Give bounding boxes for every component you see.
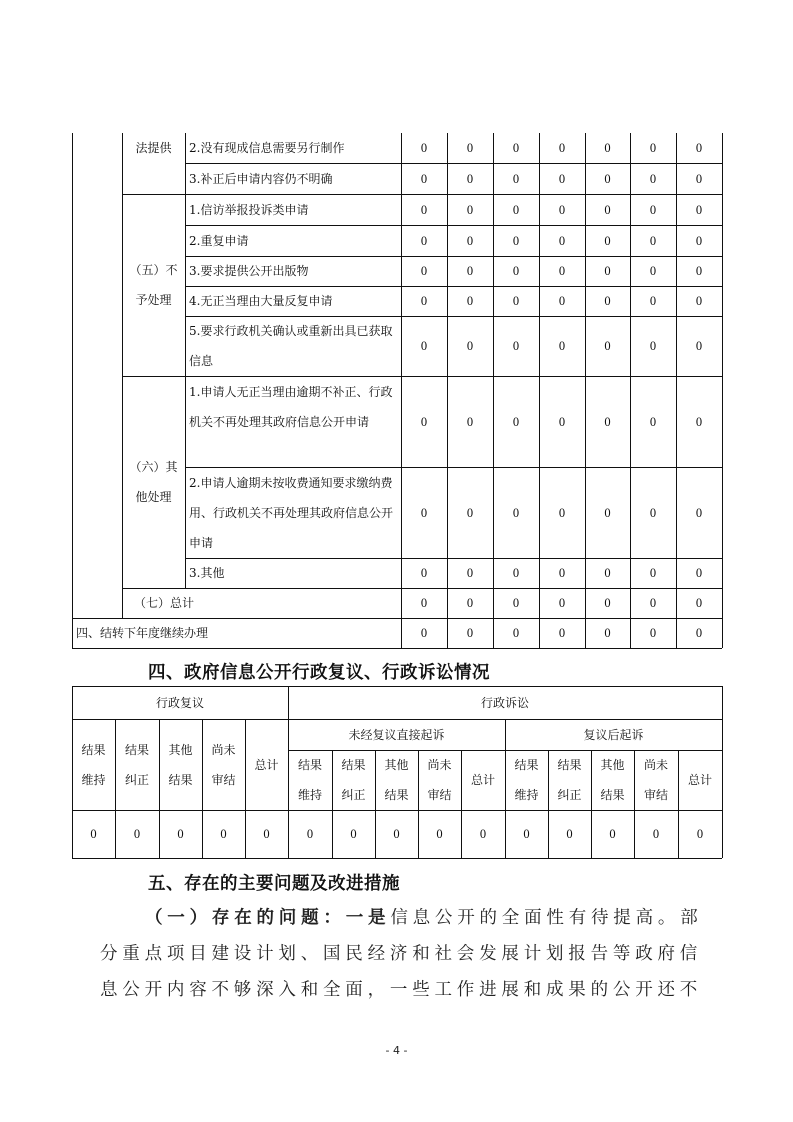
row-value-cell: 0 <box>604 505 611 520</box>
row-value-cell: 0 <box>558 566 566 580</box>
row-value-cell: 0 <box>512 414 520 429</box>
row-value-cell: 0 <box>604 264 611 278</box>
column-header-line: 维持 <box>81 772 106 787</box>
value-cell: 0 <box>523 827 530 841</box>
row-value-cell: 0 <box>466 171 474 186</box>
row-value-cell: 0 <box>512 141 520 155</box>
after-review-suit-header: 复议后起诉 <box>583 727 644 742</box>
paragraph-lead-bold: （一）存在的问题： <box>145 908 346 928</box>
row-value-cell: 0 <box>649 264 657 278</box>
value-cell: 0 <box>90 827 97 841</box>
row-value-cell: 0 <box>695 264 703 278</box>
row-value-cell: 0 <box>558 233 566 248</box>
row-value-cell: 0 <box>649 141 657 155</box>
page-number: - 4 - <box>385 1044 408 1057</box>
row-value-cell: 0 <box>558 264 566 278</box>
row-value-cell: 0 <box>512 566 520 580</box>
row-value-cell: 0 <box>558 414 566 429</box>
paragraph-lead-bold-2: 一是 <box>345 908 391 928</box>
row-value-cell: 0 <box>420 141 428 155</box>
value-cell: 0 <box>609 827 616 841</box>
row-value-cell: 0 <box>466 294 474 308</box>
row-value-cell: 0 <box>695 626 703 640</box>
column-header <box>202 719 245 810</box>
admin-review-header: 行政复议 <box>155 695 204 710</box>
value-cell: 0 <box>479 827 487 841</box>
row-value-cell: 0 <box>695 566 703 580</box>
row-value-cell: 0 <box>695 339 703 353</box>
row-item-label: 四、结转下年度继续办理 <box>76 626 209 640</box>
column-header-line: 结果 <box>557 758 582 772</box>
column-header-line: 结果 <box>124 742 149 757</box>
row-value-cell: 0 <box>695 414 703 429</box>
row-value-cell: 0 <box>649 414 657 429</box>
row-value-cell: 0 <box>512 339 520 353</box>
value-cell: 0 <box>652 827 660 841</box>
column-header-line: 尚未 <box>211 742 236 757</box>
value-cell: 0 <box>436 827 443 841</box>
row-value-cell: 0 <box>420 202 428 217</box>
row-item-label: 3.其他 <box>189 566 225 580</box>
direct-suit-header: 未经复议直接起诉 <box>348 727 445 742</box>
column-header-line: 其他 <box>600 758 625 772</box>
row-value-cell: 0 <box>604 339 611 353</box>
column-header-line: 维持 <box>297 788 322 802</box>
row-value-cell: 0 <box>604 141 611 155</box>
row-value-cell: 0 <box>512 626 520 640</box>
column-header-line: 纠正 <box>341 788 366 802</box>
row-value-cell: 0 <box>604 294 611 308</box>
column-header-line: 结果 <box>341 758 366 772</box>
column-header-line: 审结 <box>211 772 236 787</box>
row-item-label: 2.申请人逾期未按收费通知要求缴纳费用、行政机关不再处理其政府信息公开申请 <box>189 475 394 550</box>
column-header <box>72 719 115 810</box>
paragraph-line-1 <box>100 900 724 936</box>
row-value-cell: 0 <box>649 339 657 353</box>
row-value-cell: 0 <box>604 202 611 217</box>
paragraph-line-3: 息公开内容不够深入和全面，一些工作进展和成果的公开还不 <box>100 980 703 1000</box>
column-header <box>678 750 722 810</box>
row-value-cell: 0 <box>649 294 657 308</box>
row-value-cell: 0 <box>604 171 611 186</box>
row-item-label: 1.信访举报投诉类申请 <box>189 202 309 217</box>
column-header <box>332 750 375 810</box>
row-value-cell: 0 <box>512 294 520 308</box>
column-header <box>245 719 288 810</box>
row-value-cell: 0 <box>558 294 566 308</box>
value-cell: 0 <box>177 827 184 841</box>
row-value-cell: 0 <box>466 233 474 248</box>
row-value-cell: 0 <box>420 566 428 580</box>
table-rule <box>72 133 73 648</box>
row-item-label: 3.要求提供公开出版物 <box>189 264 309 278</box>
value-cell: 0 <box>393 827 400 841</box>
column-header-line: 结果 <box>384 788 409 802</box>
row-value-cell: 0 <box>420 264 428 278</box>
row-value-cell: 0 <box>466 566 474 580</box>
column-header-line: 尚未 <box>427 758 452 772</box>
column-header-line: 纠正 <box>124 772 149 787</box>
row-value-cell: 0 <box>420 596 428 610</box>
column-header-line: 结果 <box>600 788 625 802</box>
row-value-cell: 0 <box>695 505 703 520</box>
row-value-cell: 0 <box>558 596 566 610</box>
row-value-cell: 0 <box>512 171 520 186</box>
row-value-cell: 0 <box>649 566 657 580</box>
row-value-cell: 0 <box>604 233 611 248</box>
value-cell: 0 <box>306 827 314 841</box>
row-value-cell: 0 <box>420 339 428 353</box>
row-item-label: 2.重复申请 <box>189 233 249 248</box>
column-header-line: 审结 <box>643 788 668 802</box>
row-value-cell: 0 <box>466 264 474 278</box>
row-item-label: 5.要求行政机关确认或重新出具已获取信息 <box>189 324 393 368</box>
row-value-cell: 0 <box>512 596 520 610</box>
row-item-label: 2.没有现成信息需要另行制作 <box>189 141 345 155</box>
paragraph-line-1-text: 信息公开的全面性有待提高。部 <box>390 908 703 928</box>
row-value-cell: 0 <box>604 566 611 580</box>
row-value-cell: 0 <box>558 171 566 186</box>
value-cell: 0 <box>263 827 270 841</box>
column-header <box>375 750 418 810</box>
row-value-cell: 0 <box>695 596 703 610</box>
row-value-cell: 0 <box>420 626 428 640</box>
row-value-cell: 0 <box>420 294 428 308</box>
table-rule <box>722 133 723 648</box>
paragraph-line-2: 分重点项目建设计划、国民经济和社会发展计划报告等政府信 <box>100 944 703 964</box>
row-value-cell: 0 <box>466 414 474 429</box>
row-value-cell: 0 <box>695 233 703 248</box>
row-value-cell: 0 <box>695 202 703 217</box>
column-header-line: 审结 <box>427 788 452 802</box>
row-value-cell: 0 <box>420 233 428 248</box>
column-header <box>548 750 591 810</box>
table-rule <box>722 686 723 858</box>
section-four-heading: 四、政府信息公开行政复议、行政诉讼情况 <box>148 663 490 683</box>
group-label-other-processing: （六）其他处理 <box>129 460 178 504</box>
row-value-cell: 0 <box>604 414 611 429</box>
column-header-line: 尚未 <box>643 758 668 772</box>
table-rule <box>72 648 722 649</box>
value-cell: 0 <box>133 827 141 841</box>
table-rule <box>72 858 722 859</box>
column-header-line: 其他 <box>168 742 193 757</box>
row-value-cell: 0 <box>558 505 566 520</box>
column-header-line: 结果 <box>297 758 322 772</box>
row-value-cell: 0 <box>466 339 474 353</box>
row-value-cell: 0 <box>649 202 657 217</box>
group-label-not-processed: （五）不予处理 <box>129 263 178 307</box>
column-header-line: 结果 <box>81 742 106 757</box>
row-value-cell: 0 <box>512 233 520 248</box>
row-value-cell: 0 <box>558 141 566 155</box>
row-value-cell: 0 <box>558 202 566 217</box>
row-item-label: （七）总计 <box>134 596 195 610</box>
row-value-cell: 0 <box>512 264 520 278</box>
row-value-cell: 0 <box>512 505 520 520</box>
column-header-line: 结果 <box>168 772 193 787</box>
row-value-cell: 0 <box>695 171 703 186</box>
row-value-cell: 0 <box>558 339 566 353</box>
value-cell: 0 <box>696 827 704 841</box>
row-item-label: 4.无正当理由大量反复申请 <box>189 294 333 308</box>
row-value-cell: 0 <box>466 596 474 610</box>
row-value-cell: 0 <box>649 596 657 610</box>
row-value-cell: 0 <box>466 505 474 520</box>
column-header <box>505 750 548 810</box>
row-value-cell: 0 <box>649 171 657 186</box>
column-header <box>461 750 505 810</box>
row-value-cell: 0 <box>558 626 566 640</box>
column-header-line: 纠正 <box>557 788 582 802</box>
column-header <box>115 719 159 810</box>
row-value-cell: 0 <box>649 233 657 248</box>
row-value-cell: 0 <box>649 505 657 520</box>
row-value-cell: 0 <box>512 202 520 217</box>
row-item-label: 3.补正后申请内容仍不明确 <box>189 171 333 186</box>
section-five-heading: 五、存在的主要问题及改进措施 <box>148 874 400 894</box>
row-value-cell: 0 <box>695 294 703 308</box>
column-header <box>288 750 332 810</box>
column-header-line: 总计 <box>687 773 712 787</box>
value-cell: 0 <box>350 827 357 841</box>
row-value-cell: 0 <box>466 202 474 217</box>
column-header-line: 维持 <box>514 788 539 802</box>
column-header-line: 总计 <box>254 757 279 772</box>
column-header <box>418 750 461 810</box>
row-value-cell: 0 <box>466 626 474 640</box>
group-label-unable-provide: 法提供 <box>135 141 172 155</box>
admin-litigation-header: 行政诉讼 <box>480 695 529 710</box>
row-value-cell: 0 <box>649 626 657 640</box>
column-header-line: 结果 <box>514 758 539 772</box>
column-header-line: 总计 <box>470 773 495 787</box>
row-value-cell: 0 <box>420 414 428 429</box>
column-header <box>159 719 202 810</box>
column-header <box>634 750 678 810</box>
column-header-line: 其他 <box>384 758 409 772</box>
row-value-cell: 0 <box>604 596 611 610</box>
row-value-cell: 0 <box>420 171 428 186</box>
row-value-cell: 0 <box>466 141 474 155</box>
row-value-cell: 0 <box>604 626 611 640</box>
value-cell: 0 <box>566 827 573 841</box>
row-value-cell: 0 <box>695 141 703 155</box>
column-header <box>591 750 634 810</box>
value-cell: 0 <box>220 827 227 841</box>
row-item-label: 1.申请人无正当理由逾期不补正、行政机关不再处理其政府信息公开申请 <box>189 384 393 429</box>
row-value-cell: 0 <box>420 505 428 520</box>
